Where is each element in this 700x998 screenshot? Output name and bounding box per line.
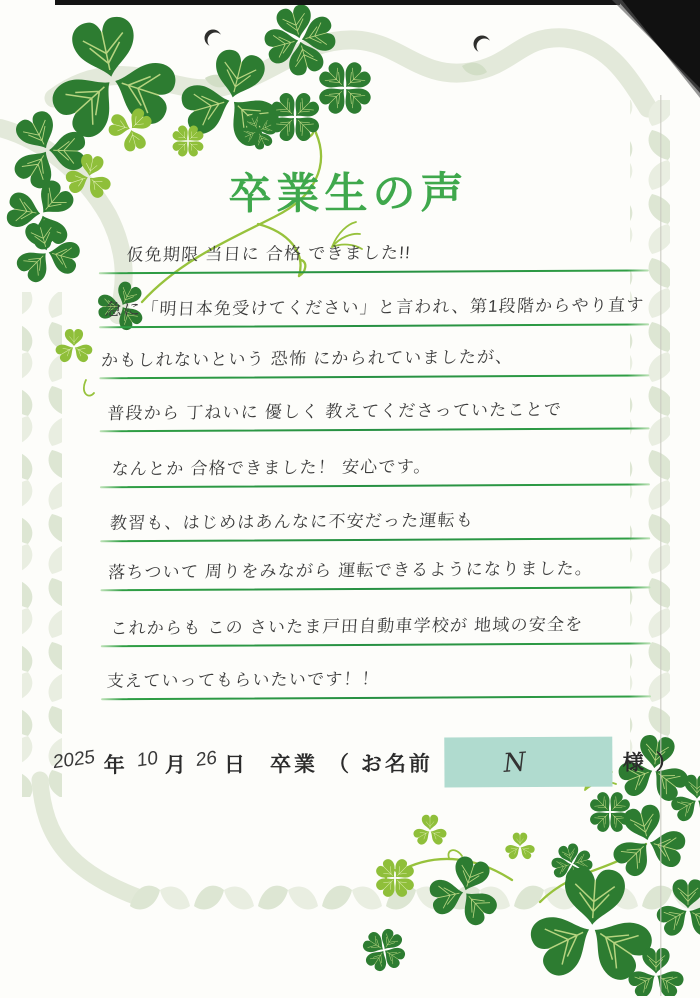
handwritten-text: 普段から 丁ねいに 優しく 教えてくださっていたことで — [106, 400, 563, 424]
handwritten-text: 仮免期限 当日に 合格 できました!! — [125, 243, 412, 265]
testimonial-line — [100, 542, 650, 591]
handwritten-text: 教習も、はじめはあんなに不安だった運転も — [109, 510, 475, 533]
testimonial-line — [99, 330, 649, 379]
handwritten-month: 10 — [137, 747, 159, 772]
testimonial-line — [101, 651, 651, 700]
testimonial-line — [99, 279, 649, 328]
handwritten-day: 26 — [196, 747, 218, 772]
handwritten-name: N — [502, 747, 528, 779]
ruled-line — [101, 642, 651, 647]
handwritten-text: 支えていってもらいたいです！！ — [106, 669, 381, 691]
page-title: 卒業生の声 — [228, 169, 469, 219]
ruled-line — [99, 269, 649, 274]
day-unit-label: 日 — [223, 753, 249, 777]
ruled-line — [100, 483, 650, 488]
graduation-date-row — [53, 735, 680, 790]
ruled-line — [99, 374, 649, 379]
year-unit-label: 年 — [103, 754, 128, 778]
handwritten-text: 落ちついて 周りをみながら 運転できるようになりました。 — [107, 558, 594, 583]
name-prefix-label: （ お名前 — [327, 752, 433, 777]
graduation-label: 卒業 — [269, 753, 319, 777]
name-highlight-box — [445, 737, 613, 788]
testimonial-line — [100, 493, 650, 542]
handwritten-text: これからも この さいたま戸田自動車学校が 地域の安全を — [109, 614, 584, 639]
name-suffix-label: 様 ） — [622, 751, 680, 775]
handwritten-text: なんとか 合格できました！ 安心です。 — [111, 457, 433, 479]
ruled-line — [100, 537, 650, 542]
testimonial-line — [101, 598, 651, 647]
handwritten-text: 急に「明日本免受けてください」と言われ、第1段階からやり直す — [104, 295, 645, 320]
testimonial-line — [99, 383, 649, 432]
handwritten-year: 2025 — [52, 746, 96, 774]
testimonial-line — [99, 225, 649, 274]
month-unit-label: 月 — [164, 753, 189, 777]
handwritten-text: かもしれないという 恐怖 にかられていましたが、 — [100, 347, 515, 371]
ruled-line — [100, 427, 650, 432]
ruled-line — [99, 323, 649, 328]
ruled-line — [101, 695, 651, 700]
testimonial-line — [100, 439, 650, 488]
ruled-line — [100, 586, 650, 591]
